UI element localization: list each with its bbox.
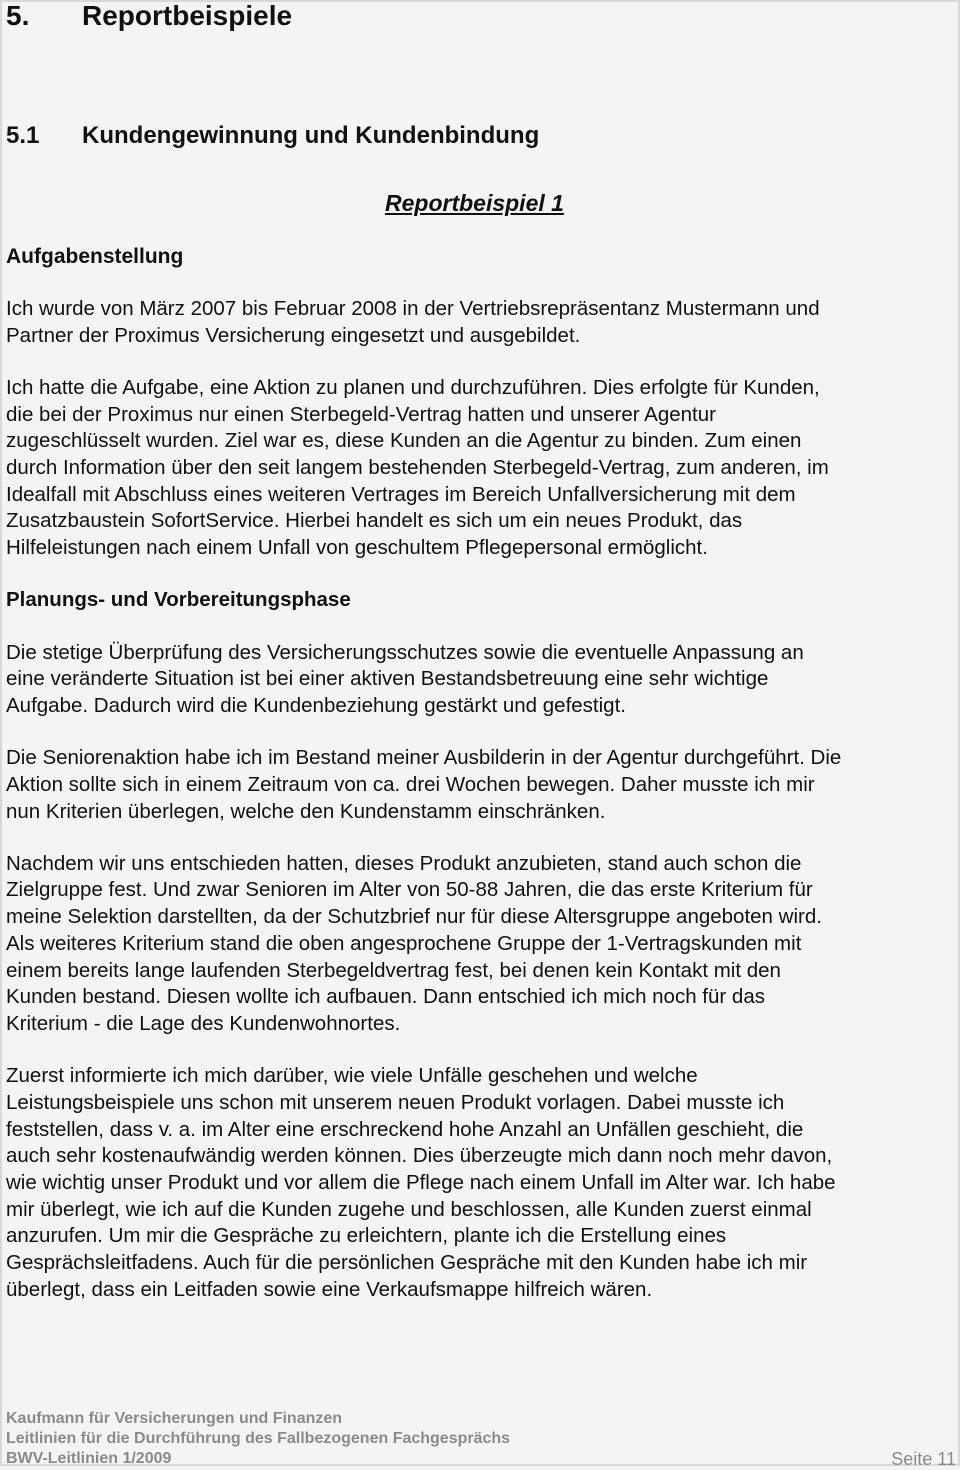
text-line: Idealfall mit Abschluss eines weiteren Vertrages im Bereich Unfallversicherung mit dem — [6, 482, 796, 506]
text-line: feststellen, dass v. a. im Alter eine erschreckend hohe Anzahl an Unfällen geschieht, die — [6, 1117, 804, 1141]
section-number: 5.1 — [6, 122, 40, 149]
text-line: durch Information über den seit langem bestehenden Sterbegeld-Vertrag, zum anderen, im — [6, 456, 829, 480]
chapter-number: 5. — [6, 0, 30, 31]
paragraph — [6, 375, 960, 562]
text-line: nun Kriterien überlegen, welche den Kundenstamm einschränken. — [6, 799, 606, 823]
text-line: Als weiteres Kriterium stand die oben angesprochene Gruppe der 1-Vertragskunden mit — [6, 931, 802, 955]
text-line: die bei der Proximus nur einen Sterbegeld-Vertrag hatten und unserer Agentur — [6, 402, 716, 426]
text-line: meine Selektion darstellten, da der Schutzbrief nur für diese Altersgruppe angeboten wird. — [6, 905, 822, 929]
report-label: Reportbeispiel 1 — [385, 190, 564, 216]
text-line: eine veränderte Situation ist bei einer aktiven Bestandsbetreuung eine sehr wichtige — [6, 667, 769, 691]
text-line: Leistungsbeispiele uns schon mit unserem neuen Produkt vorlagen. Dabei musste ich — [6, 1090, 785, 1114]
text-line: auch sehr kostenaufwändig werden können. Dies überzeugte mich dann noch mehr davon, — [6, 1144, 833, 1168]
section-heading — [6, 122, 539, 150]
paragraph — [6, 745, 960, 825]
text-line: Kriterium - die Lage des Kundenwohnortes. — [6, 1011, 401, 1035]
text-line: Partner der Proximus Versicherung eingesetzt und ausgebildet. — [6, 323, 581, 347]
text-line: wie wichtig unser Produkt und vor allem die Pflege nach einem Unfall im Alter war. Ich habe — [6, 1170, 836, 1194]
section-planung — [6, 640, 960, 1304]
text-line: zugeschlüsselt wurden. Ziel war es, diese Kunden an die Agentur zu binden. Zum einen — [6, 429, 802, 453]
text-line: anzurufen. Um mir die Gespräche zu erleichtern, plante ich die Erstellung eines — [6, 1224, 727, 1248]
footer-line-2: Leitlinien für die Durchführung des Fallbezogenen Fachgesprächs — [6, 1430, 511, 1447]
chapter-title: Reportbeispiele — [82, 0, 293, 31]
page-number: Seite 11 — [891, 1449, 956, 1469]
footer-line-1: Kaufmann für Versicherungen und Finanzen — [6, 1410, 343, 1427]
text-line: Kunden bestand. Diesen wollte ich aufbauen. Dann entschied ich mich noch für das — [6, 985, 765, 1009]
paragraph — [6, 640, 960, 720]
text-line: Hilfeleistungen nach einem Unfall von geschultem Pflegepersonal ermöglicht. — [6, 536, 708, 560]
text-line: Die stetige Überprüfung des Versicherungsschutzes sowie die eventuelle Anpassung an — [6, 640, 804, 664]
chapter-heading — [6, 0, 292, 32]
subheading-planung: Planungs- und Vorbereitungsphase — [6, 588, 351, 612]
text-line: Aufgabe. Dadurch wird die Kundenbeziehung gestärkt und gefestigt. — [6, 693, 626, 717]
footer-line-3: BWV-Leitlinien 1/2009 — [6, 1450, 172, 1467]
document-body — [6, 296, 960, 1329]
text-line: Gesprächsleitfadens. Auch für die persönlichen Gespräche mit den Kunden habe ich mir — [6, 1251, 808, 1275]
paragraph — [6, 851, 960, 1038]
section-title: Kundengewinnung und Kundenbindung — [82, 122, 540, 149]
text-line: überlegt, dass ein Leitfaden sowie eine Verkaufsmappe hilfreich wären. — [6, 1277, 653, 1301]
text-line: Aktion sollte sich in einem Zeitraum von ca. drei Wochen bewegen. Daher musste ich mir — [6, 772, 815, 796]
text-line: mir überlegt, wie ich auf die Kunden zugehe und beschlossen, alle Kunden zuerst einmal — [6, 1197, 812, 1221]
paragraph — [6, 296, 960, 349]
text-line: Zielgruppe fest. Und zwar Senioren im Alter von 50-88 Jahren, die das erste Kriterium für — [6, 878, 813, 902]
text-line: Die Seniorenaktion habe ich im Bestand meiner Ausbilderin in der Agentur durchgeführt. Die — [6, 746, 842, 770]
text-line: Zuerst informierte ich mich darüber, wie viele Unfälle geschehen und welche — [6, 1064, 698, 1088]
paragraph — [6, 1063, 960, 1303]
text-line: Nachdem wir uns entschieden hatten, dieses Produkt anzubieten, stand auch schon die — [6, 851, 802, 875]
section-aufgabenstellung — [6, 296, 960, 562]
text-line: Ich wurde von März 2007 bis Februar 2008 in der Vertriebsrepräsentanz Mustermann und — [6, 297, 820, 320]
subheading-aufgabenstellung: Aufgabenstellung — [6, 245, 184, 268]
text-line: Ich hatte die Aufgabe, eine Aktion zu planen und durchzuführen. Dies erfolgte für Kunden, — [6, 375, 820, 399]
text-line: Zusatzbaustein SofortService. Hierbei handelt es sich um ein neues Produkt, das — [6, 509, 743, 533]
text-line: einem bereits lange laufenden Sterbegeldvertrag fest, bei denen kein Kontakt mit den — [6, 958, 781, 982]
